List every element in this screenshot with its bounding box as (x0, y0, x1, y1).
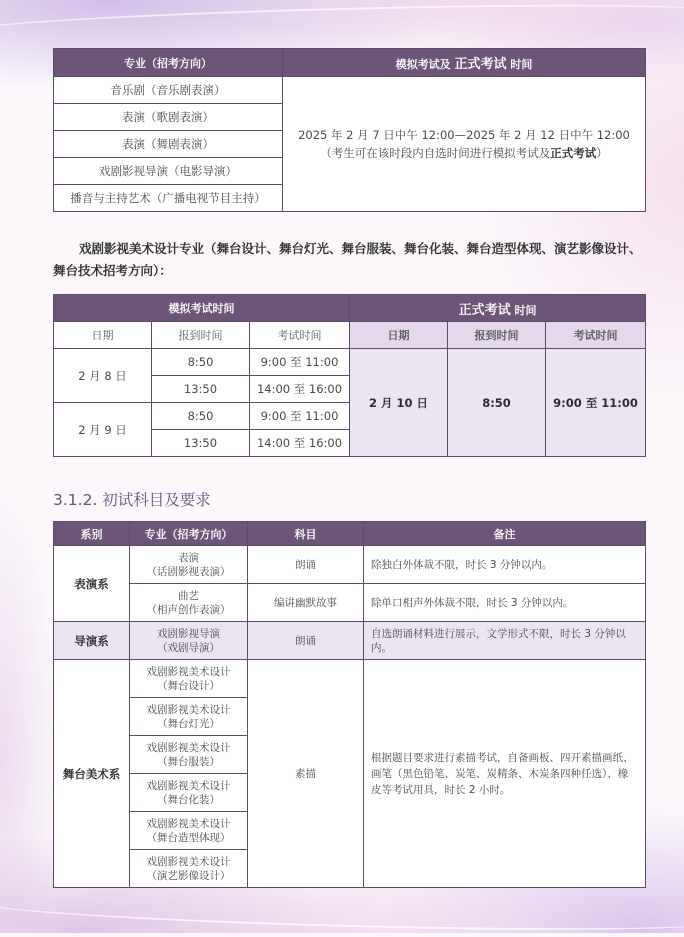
mock-col-checkin: 报到时间 (152, 322, 250, 349)
stage-design-intro: 戏剧影视美术设计专业（舞台设计、舞台灯光、舞台服装、舞台化装、舞台造型体现、演艺影像设计、舞台技术招考方向）： (53, 241, 642, 278)
dept-cell: 舞台美术系 (54, 660, 130, 888)
note-cell: 除单口相声外体裁不限，时长 3 分钟以内。 (364, 584, 646, 622)
mock-col-exam: 考试时间 (250, 322, 350, 349)
dept-header: 系别 (54, 522, 130, 546)
major-header: 专业（招考方向） (130, 522, 248, 546)
subject-cell: 编讲幽默故事 (248, 584, 364, 622)
major-cell: 戏剧影视美术设计 （演艺影像设计） (130, 850, 248, 888)
stage-design-schedule-table (53, 294, 646, 457)
major-cell: 戏剧影视美术设计 （舞台化装） (130, 774, 248, 812)
major-cell: 戏剧影视美术设计 （舞台灯光） (130, 698, 248, 736)
subject-header: 科目 (248, 522, 364, 546)
mock-checkin: 13:50 (152, 376, 250, 403)
mock-exam-time: 9:00 至 11:00 (250, 349, 350, 376)
subject-cell: 朗诵 (248, 546, 364, 584)
note-cell: 除独白外体裁不限，时长 3 分钟以内。 (364, 546, 646, 584)
subject-cell: 朗诵 (248, 622, 364, 660)
section-title: 3.1.2. 初试科目及要求 (53, 491, 211, 509)
major-cell: 戏剧影视导演（电影导演） (54, 158, 283, 185)
major-cell: 戏剧影视美术设计 （舞台造型体现） (130, 812, 248, 850)
major-cell: 音乐剧（音乐剧表演） (54, 77, 283, 104)
formal-checkin: 8:50 (448, 349, 546, 457)
major-cell: 播音与主持艺术（广播电视节目主持） (54, 185, 283, 212)
mock-checkin: 13:50 (152, 430, 250, 457)
subject-cell: 素描 (248, 660, 364, 888)
major-cell: 表演（歌剧表演） (54, 104, 283, 131)
major-cell: 戏剧影视美术设计 （舞台服装） (130, 736, 248, 774)
time-header: 模拟考试及 正式考试 时间 (283, 49, 646, 77)
mock-date: 2 月 9 日 (54, 403, 152, 457)
mock-exam-time: 9:00 至 11:00 (250, 403, 350, 430)
major-cell: 戏剧影视美术设计 （舞台设计） (130, 660, 248, 698)
dept-cell: 表演系 (54, 546, 130, 622)
major-cell: 表演（舞剧表演） (54, 131, 283, 158)
major-cell: 曲艺 （相声创作表演） (130, 584, 248, 622)
note-header: 备注 (364, 522, 646, 546)
major-header: 专业（招考方向） (54, 49, 283, 77)
time-range: 2025 年 2 月 7 日中午 12:00—2025 年 2 月 12 日中午 12:00 (298, 128, 630, 142)
note-cell: 根据题目要求进行素描考试，自备画板、四开素描画纸、画笔（黑色铅笔、炭笔、炭精条、木炭条四种任选）、橡皮等考试用具，时长 2 小时。 (364, 660, 646, 888)
note-cell: 自选朗诵材料进行展示，文学形式不限，时长 3 分钟以内。 (364, 622, 646, 660)
mock-exam-time: 14:00 至 16:00 (250, 430, 350, 457)
mock-exam-time: 14:00 至 16:00 (250, 376, 350, 403)
formal-date: 2 月 10 日 (350, 349, 448, 457)
time-note: （考生可在该时段内自选时间进行模拟考试及正式考试） (320, 146, 608, 160)
formal-col-date: 日期 (350, 322, 448, 349)
major-cell: 戏剧影视导演 （戏剧导演） (130, 622, 248, 660)
formal-col-checkin: 报到时间 (448, 322, 546, 349)
preliminary-subjects-table (53, 521, 646, 888)
mock-exam-header: 模拟考试时间 (54, 295, 350, 322)
mock-checkin: 8:50 (152, 349, 250, 376)
dept-cell: 导演系 (54, 622, 130, 660)
mock-date: 2 月 8 日 (54, 349, 152, 403)
mock-checkin: 8:50 (152, 403, 250, 430)
formal-exam-time: 9:00 至 11:00 (546, 349, 646, 457)
time-cell (283, 77, 646, 212)
mock-col-date: 日期 (54, 322, 152, 349)
exam-time-table (53, 48, 646, 212)
major-cell: 表演 （话剧影视表演） (130, 546, 248, 584)
formal-col-exam: 考试时间 (546, 322, 646, 349)
formal-exam-header: 正式考试 时间 (350, 295, 646, 322)
